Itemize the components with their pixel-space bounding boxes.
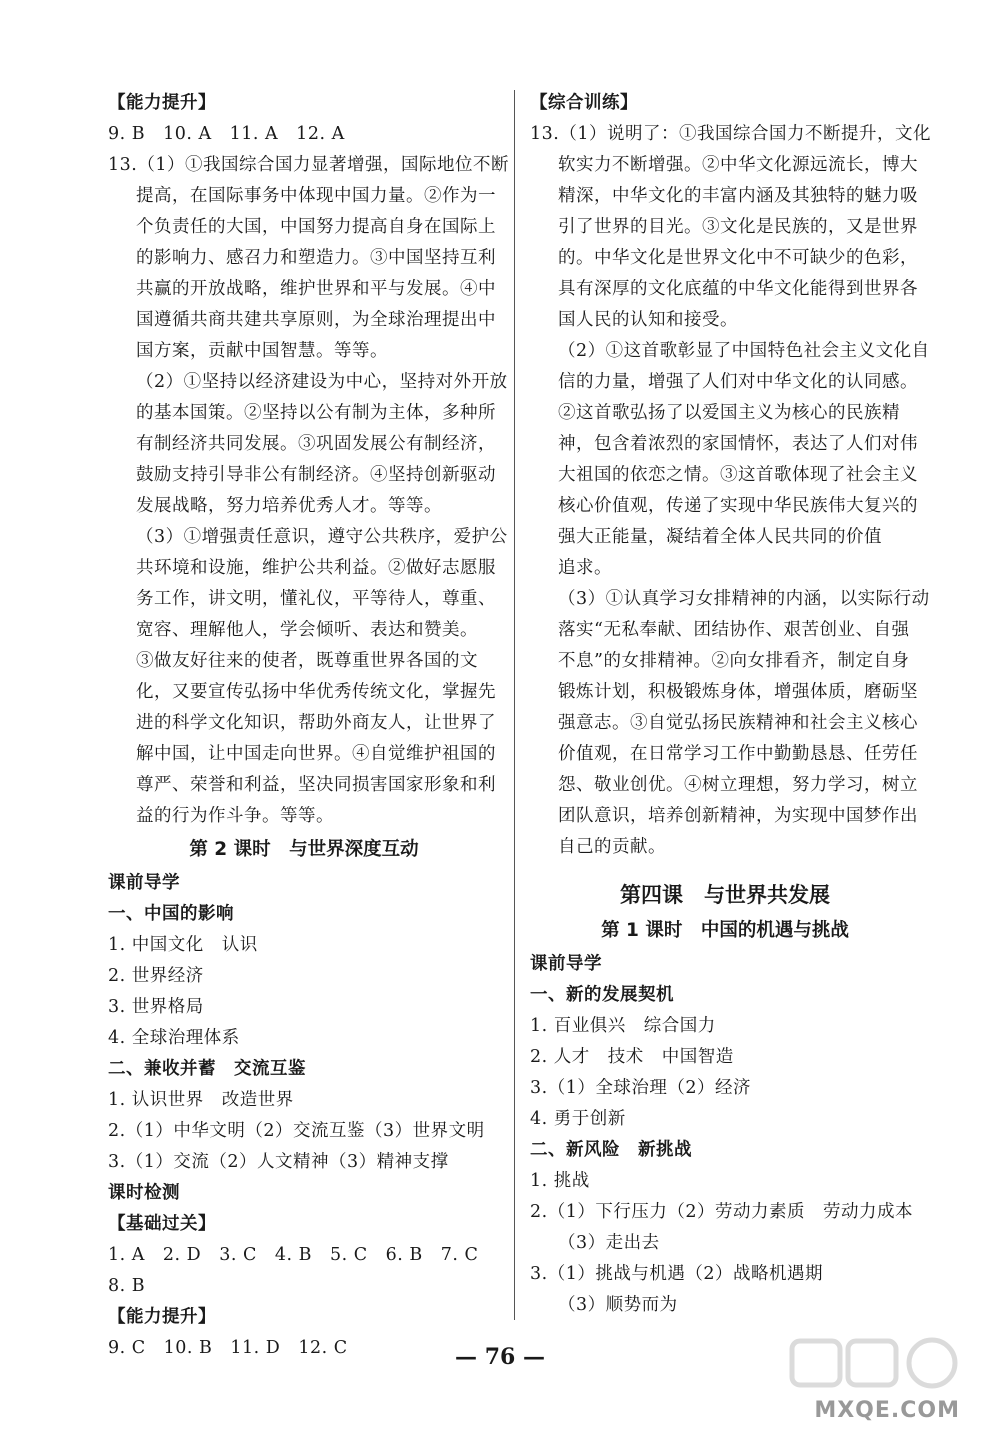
text-line: 具有深厚的文化底蕴的中华文化能得到世界各 xyxy=(558,279,918,299)
text-line: 一、新的发展契机 xyxy=(530,985,674,1005)
text-line: 课时检测 xyxy=(108,1183,180,1203)
right-column xyxy=(530,88,931,1321)
text-line: 个负责任的大国，中国努力提高自身在国际上 xyxy=(136,217,496,237)
text-line: 宽容、理解他人，学会倾听、表达和赞美。 xyxy=(136,620,478,640)
text-line: 落实“无私奉献、团结协作、艰苦创业、自强 xyxy=(558,620,910,640)
text-line: 不息”的女排精神。②向女排看齐，制定自身 xyxy=(558,651,910,671)
text-line: ③做友好往来的使者，既尊重世界各国的文 xyxy=(136,651,478,671)
text-line: 一、中国的影响 xyxy=(108,904,234,924)
text-line: 1. 百业俱兴 综合国力 xyxy=(530,1016,716,1036)
text-line: 9. C 10. B 11. D 12. C xyxy=(108,1338,348,1358)
text-line: 引了世界的目光。③文化是民族的，又是世界 xyxy=(558,217,918,237)
text-line: 3.（1）交流（2）人文精神（3）精神支撑 xyxy=(108,1152,449,1172)
text-line: 1. 挑战 xyxy=(530,1171,590,1191)
text-line: （3）①认真学习女排精神的内涵，以实际行动 xyxy=(558,589,930,609)
text-line: 2.（1）中华文明（2）交流互鉴（3）世界文明 xyxy=(108,1121,485,1141)
text-line: 解中国，让中国走向世界。④自觉维护祖国的 xyxy=(136,744,496,764)
text-line: 2.（1）下行压力（2）劳动力素质 劳动力成本 xyxy=(530,1202,913,1222)
text-line: 4. 勇于创新 xyxy=(530,1109,626,1129)
text-line: 3.（1）全球治理（2）经济 xyxy=(530,1078,751,1098)
watermark-text: MXQE.COM xyxy=(814,1398,960,1423)
column-divider xyxy=(514,90,515,1320)
text-line: 进的科学文化知识，帮助外商友人，让世界了 xyxy=(136,713,496,733)
text-line: 益的行为作斗争。等等。 xyxy=(136,806,334,826)
text-line: 13.（1）①我国综合国力显著增强，国际地位不断 xyxy=(108,155,509,175)
text-line: 核心价值观，传递了实现中华民族伟大复兴的 xyxy=(558,496,918,516)
text-line: （2）①这首歌彰显了中国特色社会主义文化自 xyxy=(558,341,930,361)
text-line: 8. B xyxy=(108,1276,146,1296)
text-line: 有制经济共同发展。③巩固发展公有制经济， xyxy=(136,434,496,454)
text-line: 发展战略，努力培养优秀人才。等等。 xyxy=(136,496,442,516)
text-line: 【能力提升】 xyxy=(108,1307,216,1327)
text-line: 9. B 10. A 11. A 12. A xyxy=(108,124,345,144)
text-line: 【能力提升】 xyxy=(108,93,216,113)
text-line: 大祖国的依恋之情。③这首歌体现了社会主义 xyxy=(558,465,918,485)
text-line: 强大正能量，凝结着全体人民共同的价值 xyxy=(558,527,882,547)
text-line: 务工作，讲文明，懂礼仪，平等待人，尊重、 xyxy=(136,589,496,609)
page-number: — 76 — xyxy=(455,1344,545,1370)
text-line: 神，包含着浓烈的家国情怀，表达了人们对伟 xyxy=(558,434,918,454)
section-title: 第四课 与世界共发展 xyxy=(620,883,830,907)
text-line: 4. 全球治理体系 xyxy=(108,1028,240,1048)
text-line: 提高，在国际事务中体现中国力量。②作为一 xyxy=(136,186,496,206)
text-line: （2）①坚持以经济建设为中心，坚持对外开放 xyxy=(136,372,508,392)
text-line: 尊严、荣誉和利益，坚决同损害国家形象和利 xyxy=(136,775,496,795)
text-line: 的。中华文化是世界文化中不可缺少的色彩， xyxy=(558,248,918,268)
text-line: 国人民的认知和接受。 xyxy=(558,310,738,330)
text-line: ②这首歌弘扬了以爱国主义为核心的民族精 xyxy=(558,403,900,423)
text-line: 13.（1）说明了：①我国综合国力不断提升，文化 xyxy=(530,124,931,144)
section-title: 第 2 课时 与世界深度互动 xyxy=(189,839,419,860)
text-line: 二、兼收并蓄 交流互鉴 xyxy=(108,1059,306,1079)
text-line: 信的力量，增强了人们对中华文化的认同感。 xyxy=(558,372,918,392)
text-line: （3）走出去 xyxy=(558,1233,660,1253)
text-line: 强意志。③自觉弘扬民族精神和社会主义核心 xyxy=(558,713,918,733)
text-line: 3.（1）挑战与机遇（2）战略机遇期 xyxy=(530,1264,823,1284)
text-line: 软实力不断增强。②中华文化源远流长，博大 xyxy=(558,155,918,175)
text-line: 1. 中国文化 认识 xyxy=(108,935,258,955)
text-line: 课前导学 xyxy=(108,873,180,893)
text-line: 追求。 xyxy=(558,558,612,578)
text-line: 2. 人才 技术 中国智造 xyxy=(530,1047,734,1067)
text-line: 二、新风险 新挑战 xyxy=(530,1140,692,1160)
text-line: 2. 世界经济 xyxy=(108,966,204,986)
text-line: 价值观，在日常学习工作中勤勤恳恳、任劳任 xyxy=(558,744,918,764)
text-line: （3）顺势而为 xyxy=(558,1295,678,1315)
text-line: 的基本国策。②坚持以公有制为主体，多种所 xyxy=(136,403,496,423)
text-line: 课前导学 xyxy=(530,954,602,974)
text-line: 精深，中华文化的丰富内涵及其独特的魅力吸 xyxy=(558,186,918,206)
text-line: 【基础过关】 xyxy=(108,1214,216,1234)
text-line: 化，又要宣传弘扬中华优秀传统文化，掌握先 xyxy=(136,682,496,702)
text-line: 共环境和设施，维护公共利益。②做好志愿服 xyxy=(136,558,496,578)
text-line: 1. 认识世界 改造世界 xyxy=(108,1090,294,1110)
text-line: 的影响力、感召力和塑造力。③中国坚持互利 xyxy=(136,248,496,268)
section-title: 第 1 课时 中国的机遇与挑战 xyxy=(601,920,849,941)
text-line: 3. 世界格局 xyxy=(108,997,204,1017)
text-line: 【综合训练】 xyxy=(530,93,638,113)
text-line: 自己的贡献。 xyxy=(558,837,666,857)
text-line: 团队意识，培养创新精神，为实现中国梦作出 xyxy=(558,806,918,826)
text-line: （3）①增强责任意识，遵守公共秩序，爱护公 xyxy=(136,527,508,547)
text-line: 共赢的开放战略，维护世界和平与发展。④中 xyxy=(136,279,496,299)
text-line: 1. A 2. D 3. C 4. B 5. C 6. B 7. C xyxy=(108,1245,479,1265)
text-line: 怨、敬业创优。④树立理想，努力学习，树立 xyxy=(558,775,918,795)
text-line: 鼓励支持引导非公有制经济。④坚持创新驱动 xyxy=(136,465,496,485)
text-line: 锻炼计划，积极锻炼身体，增强体质，磨砺坚 xyxy=(558,682,918,702)
text-line: 国遵循共商共建共享原则，为全球治理提出中 xyxy=(136,310,496,330)
left-column xyxy=(108,88,509,1364)
text-line: 国方案，贡献中国智慧。等等。 xyxy=(136,341,388,361)
